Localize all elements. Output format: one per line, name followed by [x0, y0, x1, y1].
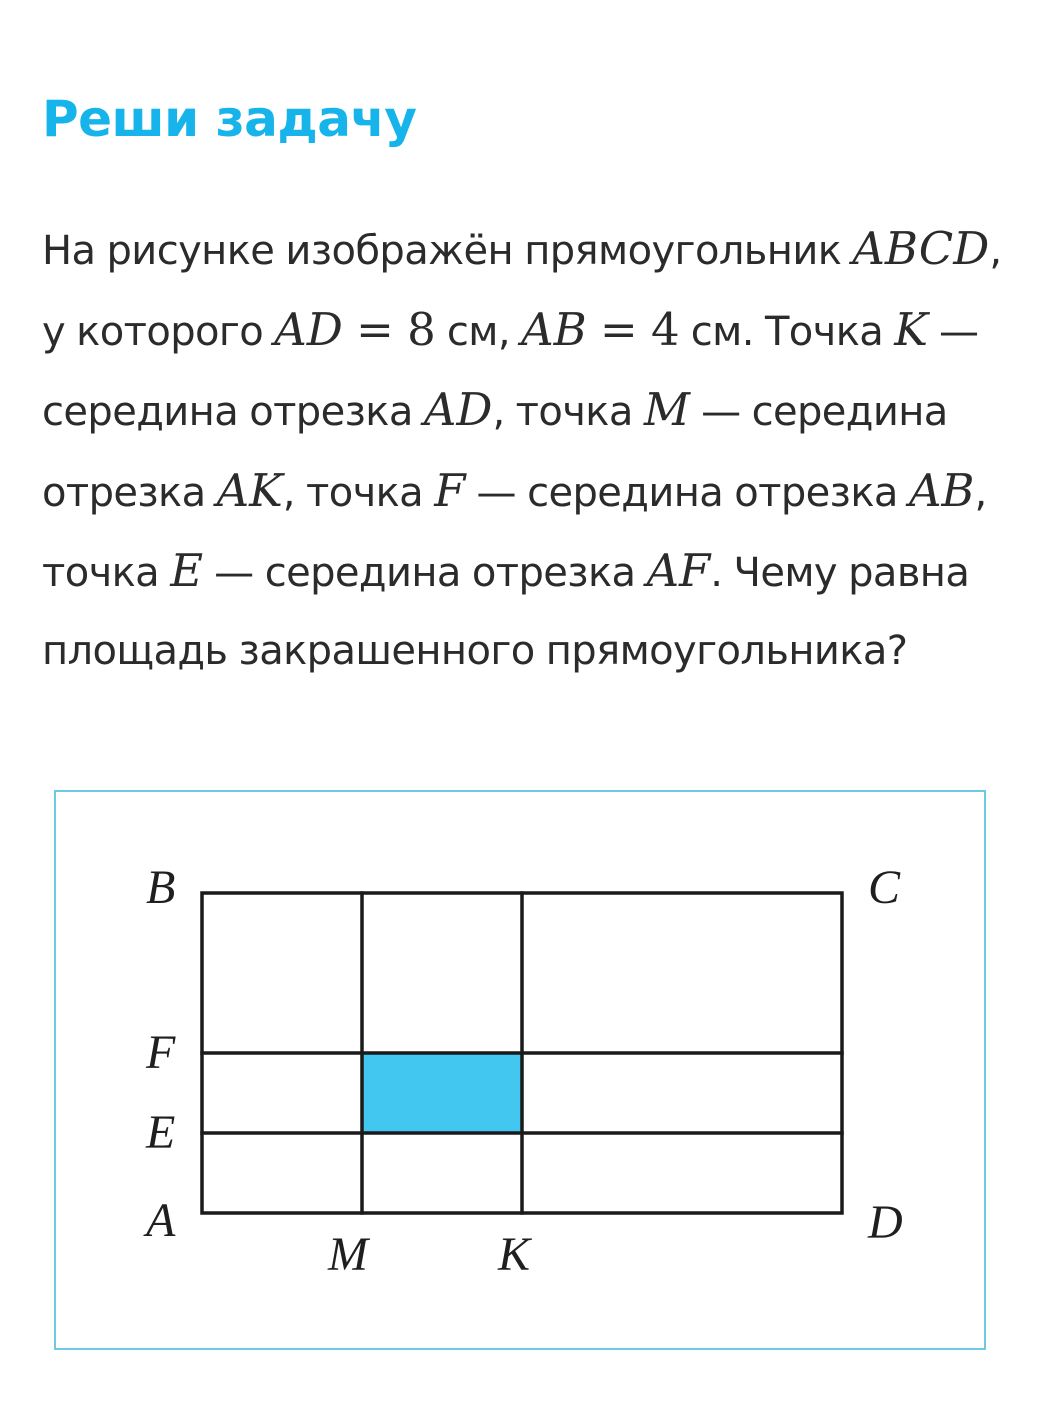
label-b: B: [146, 861, 176, 914]
problem-text-part: — середина отрезка: [42, 389, 948, 516]
label-k: K: [498, 1228, 531, 1281]
math-point-f: F: [434, 463, 466, 517]
math-segment-ad: AD: [423, 383, 493, 436]
label-c: C: [868, 861, 901, 914]
math-equals-4: = 4: [586, 302, 680, 356]
problem-text-part: см,: [435, 308, 522, 355]
problem-text: [42, 210, 1032, 690]
label-e: E: [146, 1106, 176, 1159]
problem-text-part: , точка: [282, 469, 435, 516]
page-title: Реши задачу: [42, 90, 417, 148]
problem-text-part: , точка: [492, 389, 644, 435]
label-a: A: [146, 1194, 176, 1247]
label-f: F: [146, 1026, 176, 1079]
math-segment-ab: AB: [521, 302, 587, 356]
label-d: D: [868, 1196, 903, 1249]
problem-text-part: , у которого: [42, 228, 1002, 355]
problem-text-part: — середина отрезка: [203, 550, 647, 596]
label-m: M: [328, 1228, 368, 1281]
math-rectangle-name: ABCD: [852, 222, 990, 275]
math-segment-ak: AK: [216, 463, 283, 517]
figure-drawing: [56, 792, 984, 1348]
math-segment-ad: AD: [274, 302, 343, 356]
math-equals-8: = 8: [342, 302, 436, 356]
math-segment-af: AF: [646, 544, 711, 597]
problem-text-part: . Чему равна площадь закрашенного прямоугольника?: [42, 550, 970, 674]
problem-text-part: см. Точка: [679, 308, 895, 355]
problem-text-part: , точка: [42, 469, 987, 596]
problem-text-part: — середина отрезка: [42, 308, 979, 435]
problem-text-part: На рисунке изображён прямоугольник: [42, 228, 853, 274]
math-point-k: K: [894, 302, 928, 356]
problem-text-part: — середина отрезка: [465, 469, 909, 516]
math-point-m: M: [643, 383, 690, 436]
geometry-figure: [54, 790, 986, 1350]
math-segment-ab: AB: [908, 463, 975, 517]
math-point-e: E: [170, 544, 204, 597]
shaded-rectangle: [362, 1053, 522, 1133]
